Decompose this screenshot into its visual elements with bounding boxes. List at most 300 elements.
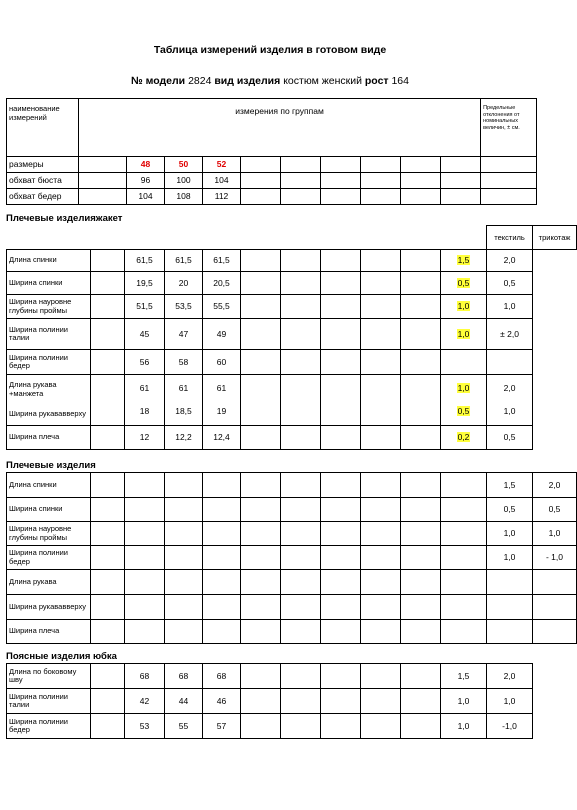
textile-value: 1,0: [487, 522, 533, 546]
knit-value: 2,0: [533, 473, 577, 498]
table-row: [7, 319, 577, 350]
table-cell: [481, 189, 537, 205]
table-cell: [321, 157, 361, 173]
table-cell: [401, 295, 441, 319]
size-value: 100: [165, 173, 203, 189]
table-cell: [281, 189, 321, 205]
textile-value: [441, 250, 487, 272]
size-value: 52: [203, 157, 241, 173]
table-cell: [401, 546, 441, 570]
row-label-1: Длина рукава +манжета: [9, 380, 57, 398]
table-row: [7, 498, 577, 522]
table-cell: [241, 272, 281, 295]
measurement-value: 68: [125, 664, 165, 689]
knit-value: [533, 570, 577, 595]
height-label: рост: [364, 75, 389, 87]
knit-value: - 1,0: [533, 546, 577, 570]
knit-value: 2,0: [487, 250, 533, 272]
table-cell: [91, 714, 125, 739]
measurement-value: 61,5: [125, 250, 165, 272]
table-cell: [165, 522, 203, 546]
table-row: [7, 595, 577, 620]
table-cell: [401, 522, 441, 546]
table-cell: [241, 473, 281, 498]
row-label: обхват бюста: [7, 173, 79, 189]
table-row: [7, 714, 577, 739]
table-cell: [401, 498, 441, 522]
table-cell: [321, 498, 361, 522]
table-cell: [281, 426, 321, 450]
table-cell: [241, 664, 281, 689]
model-label: № модели: [130, 75, 186, 87]
table-cell: [321, 272, 361, 295]
table-cell: [401, 570, 441, 595]
knit-value: 1,0: [533, 522, 577, 546]
measurement-value: 61,5: [165, 250, 203, 272]
table-cell: [91, 546, 125, 570]
table-cell: [401, 689, 441, 714]
table-cell: [281, 375, 321, 426]
table-row: [7, 272, 577, 295]
table-cell: [401, 473, 441, 498]
table-cell: [281, 664, 321, 689]
table-cell: [441, 620, 487, 644]
textile-value: [441, 350, 487, 375]
row-label: Ширина полинии талии: [7, 319, 91, 350]
table-cell: [441, 473, 487, 498]
knit-1: 2,0: [503, 383, 516, 393]
row-label: обхват бедер: [7, 189, 79, 205]
measurement-value: 55,5: [203, 295, 241, 319]
measurement-value: 42: [125, 689, 165, 714]
table-cell: [361, 570, 401, 595]
knit-value: [533, 620, 577, 644]
table-cell: [441, 189, 481, 205]
table-cell: [361, 664, 401, 689]
measurement-value: 61,5: [203, 250, 241, 272]
table-cell: [203, 522, 241, 546]
table-cell: [361, 157, 401, 173]
measurement-value: 20: [165, 272, 203, 295]
shoulder-section-title: Плечевые изделия: [6, 460, 96, 471]
table-cell: [203, 498, 241, 522]
col-knit-header: трикотаж: [533, 226, 577, 250]
table-cell: [241, 426, 281, 450]
table-cell: [281, 295, 321, 319]
knit-value: 0,5: [533, 498, 577, 522]
table-cell: [241, 350, 281, 375]
table-cell: [241, 173, 281, 189]
table-cell: [79, 157, 127, 173]
table-cell: [91, 498, 125, 522]
measurement-value: 58: [165, 350, 203, 375]
value-1: 61: [216, 383, 227, 393]
table-row: [7, 189, 537, 205]
table-cell: [321, 173, 361, 189]
highlighted-value: 0,5: [457, 406, 470, 416]
table-cell: [125, 546, 165, 570]
table-cell: [321, 570, 361, 595]
table-cell: [241, 689, 281, 714]
size-value: 104: [203, 173, 241, 189]
table-row: [7, 295, 577, 319]
table-cell: [281, 522, 321, 546]
size-value: 96: [127, 173, 165, 189]
measurement-value: 55: [165, 714, 203, 739]
table-cell: [281, 570, 321, 595]
highlighted-value: 1,5: [457, 255, 470, 265]
row-label: Ширина полинии талии: [7, 689, 91, 714]
row-label: Длина спинки: [7, 473, 91, 498]
textile-value: [441, 295, 487, 319]
jacket-table: [6, 225, 577, 450]
table-cell: [241, 250, 281, 272]
highlighted-value: 1,0: [457, 383, 470, 393]
model-number: 2824: [188, 75, 212, 87]
textile-value: 1,5: [441, 664, 487, 689]
table-cell: [241, 714, 281, 739]
measurement-value: 57: [203, 714, 241, 739]
table-row: [7, 664, 577, 689]
table-cell: [361, 522, 401, 546]
knit-value: ± 2,0: [487, 319, 533, 350]
table-cell: [321, 546, 361, 570]
table-cell: [401, 189, 441, 205]
table-cell: [481, 173, 537, 189]
size-value: 108: [165, 189, 203, 205]
row-label: Ширина науровне глубины проймы: [7, 295, 91, 319]
row-label: Ширина рукававверху: [7, 595, 91, 620]
measurement-value: 47: [165, 319, 203, 350]
table-cell: [441, 522, 487, 546]
table-cell: [361, 350, 401, 375]
table-cell: [401, 157, 441, 173]
table-cell: [361, 498, 401, 522]
table-cell: [321, 664, 361, 689]
row-label: Длина по боковому шву: [7, 664, 91, 689]
table-cell: [203, 595, 241, 620]
table-cell: [361, 375, 401, 426]
value-2: 19: [216, 406, 227, 416]
table-cell: [441, 570, 487, 595]
row-label: Ширина спинки: [7, 272, 91, 295]
skirt-table: [6, 663, 577, 739]
table-cell: [165, 595, 203, 620]
skirt-section-title: Поясные изделия юбка: [6, 651, 117, 662]
table-cell: [361, 295, 401, 319]
table-row: [7, 473, 577, 498]
col-textile-header: текстиль: [487, 226, 533, 250]
table-cell: [203, 570, 241, 595]
table-cell: [401, 664, 441, 689]
knit-value: 1,0: [487, 689, 533, 714]
table-cell: [321, 375, 361, 426]
table-cell: [401, 173, 441, 189]
table-cell: [125, 473, 165, 498]
row-label: Ширина науровне глубины проймы: [7, 522, 91, 546]
table-cell: [91, 350, 125, 375]
table-cell: [125, 620, 165, 644]
row-label: Ширина полинии бедер: [7, 546, 91, 570]
measurement-value: 49: [203, 319, 241, 350]
table-cell: [281, 620, 321, 644]
table-cell: [203, 620, 241, 644]
textile-value: [441, 426, 487, 450]
highlighted-value: 1,0: [457, 301, 470, 311]
table-cell: [125, 595, 165, 620]
table-row: [7, 250, 577, 272]
table-row: [7, 689, 577, 714]
table-cell: [203, 546, 241, 570]
textile-value: [441, 319, 487, 350]
textile-value: 1,5: [487, 473, 533, 498]
table-cell: [91, 473, 125, 498]
table-row: [7, 570, 577, 595]
jacket-section-title: Плечевые изделияжакет: [6, 213, 123, 224]
value-2: 18: [139, 406, 150, 416]
measurement-value: 46: [203, 689, 241, 714]
table-cell: [321, 189, 361, 205]
table-cell: [281, 319, 321, 350]
table-row: [7, 173, 537, 189]
table-cell: [361, 595, 401, 620]
table-cell: [361, 250, 401, 272]
table-cell: [165, 620, 203, 644]
value-1: 61: [178, 383, 189, 393]
table-cell: [321, 714, 361, 739]
textile-value: 0,5: [487, 498, 533, 522]
table-row: [7, 375, 577, 426]
kind-value: костюм женский: [283, 75, 362, 87]
knit-2: 1,0: [503, 406, 516, 416]
row-label: Ширина спинки: [7, 498, 91, 522]
table-cell: [241, 595, 281, 620]
knit-value: 0,5: [487, 272, 533, 295]
table-cell: [91, 595, 125, 620]
table-cell: [401, 272, 441, 295]
measurement-value: 60: [203, 350, 241, 375]
table-cell: [241, 620, 281, 644]
table-cell: [361, 546, 401, 570]
table-cell: [361, 272, 401, 295]
table-cell: [281, 473, 321, 498]
row-label: Ширина полинии бедер: [7, 714, 91, 739]
table-row: [7, 546, 577, 570]
table-row: [7, 522, 577, 546]
table-cell: [91, 426, 125, 450]
measurement-value: 19,5: [125, 272, 165, 295]
row-label: Длина рукава: [7, 570, 91, 595]
table-cell: [241, 498, 281, 522]
table-cell: [321, 620, 361, 644]
table-row: [7, 350, 577, 375]
table-row: [7, 620, 577, 644]
knit-value: 1,0: [487, 295, 533, 319]
table-cell: [321, 250, 361, 272]
table-cell: [441, 173, 481, 189]
knit-value: [533, 595, 577, 620]
table-cell: [321, 319, 361, 350]
table-cell: [165, 498, 203, 522]
measurement-value: 51,5: [125, 295, 165, 319]
table-cell: [441, 157, 481, 173]
table-cell: [401, 595, 441, 620]
measurement-value: 53: [125, 714, 165, 739]
table-cell: [91, 620, 125, 644]
table-cell: [361, 689, 401, 714]
table-cell: [79, 173, 127, 189]
table-cell: [361, 714, 401, 739]
table-cell: [361, 426, 401, 450]
highlighted-value: 0,2: [457, 432, 470, 442]
table-cell: [241, 295, 281, 319]
table-cell: [361, 620, 401, 644]
table-cell: [125, 522, 165, 546]
measurement-value: 20,5: [203, 272, 241, 295]
table-cell: [203, 473, 241, 498]
table-cell: [125, 570, 165, 595]
table-cell: [79, 189, 127, 205]
table-cell: [91, 664, 125, 689]
table-cell: [281, 250, 321, 272]
table-cell: [441, 498, 487, 522]
table-cell: [401, 620, 441, 644]
table-cell: [241, 522, 281, 546]
row-label: [7, 375, 91, 426]
table-cell: [241, 157, 281, 173]
table-cell: [165, 473, 203, 498]
size-value: 50: [165, 157, 203, 173]
shoulder-table: [6, 472, 577, 644]
table-cell: [281, 157, 321, 173]
measurement-value: 12,2: [165, 426, 203, 450]
measurement-value: 53,5: [165, 295, 203, 319]
table-cell: [281, 272, 321, 295]
table-cell: [321, 473, 361, 498]
table-cell: [281, 498, 321, 522]
textile-value: 1,0: [441, 689, 487, 714]
table-cell: [281, 595, 321, 620]
kind-label: вид изделия: [214, 75, 281, 87]
name-header: наименование измерений: [7, 99, 79, 157]
table-cell: [281, 173, 321, 189]
table-cell: [165, 546, 203, 570]
table-cell: [361, 173, 401, 189]
table-cell: [91, 319, 125, 350]
table-cell: [401, 375, 441, 426]
textile-value: 1,0: [487, 546, 533, 570]
deviation-header: Предельные отклонения от номинальных величин, ± см.: [481, 99, 537, 157]
textile-value: [487, 620, 533, 644]
table-cell: [281, 546, 321, 570]
table-cell: [441, 546, 487, 570]
measurement-value: 68: [165, 664, 203, 689]
table-cell: [321, 522, 361, 546]
table-cell: [281, 350, 321, 375]
table-cell: [401, 250, 441, 272]
table-cell: [91, 375, 125, 426]
groups-header: измерения по группам: [79, 99, 481, 157]
size-value: 112: [203, 189, 241, 205]
table-cell: [91, 250, 125, 272]
table-cell: [361, 319, 401, 350]
model-line: [0, 75, 540, 87]
table-cell: [401, 350, 441, 375]
table-cell: [241, 189, 281, 205]
table-cell: [165, 570, 203, 595]
table-cell: [281, 689, 321, 714]
highlighted-value: 1,0: [457, 328, 470, 339]
table-row: [7, 157, 537, 173]
measurement-value: [165, 375, 203, 426]
value-2: 18,5: [175, 406, 192, 416]
table-cell: [401, 714, 441, 739]
table-cell: [321, 350, 361, 375]
measurement-value: [203, 375, 241, 426]
textile-value: [441, 375, 487, 426]
knit-value: 2,0: [487, 664, 533, 689]
value-1: 61: [139, 383, 150, 393]
knit-value: 0,5: [487, 426, 533, 450]
row-label: Ширина полинии бедер: [7, 350, 91, 375]
table-cell: [281, 714, 321, 739]
knit-value: [487, 350, 533, 375]
table-cell: [321, 595, 361, 620]
table-cell: [91, 295, 125, 319]
row-label: размеры: [7, 157, 79, 173]
measurement-value: 44: [165, 689, 203, 714]
textile-value: [487, 595, 533, 620]
table-cell: [321, 295, 361, 319]
table-cell: [125, 498, 165, 522]
table-cell: [321, 426, 361, 450]
row-label: Ширина плеча: [7, 620, 91, 644]
textile-value: [441, 272, 487, 295]
row-label: Ширина плеча: [7, 426, 91, 450]
table-cell: [241, 570, 281, 595]
table-cell: [91, 272, 125, 295]
height-value: 164: [391, 75, 409, 87]
row-label: Длина спинки: [7, 250, 91, 272]
measurement-value: 56: [125, 350, 165, 375]
size-value: 48: [127, 157, 165, 173]
table-cell: [361, 473, 401, 498]
table-cell: [91, 689, 125, 714]
size-value: 104: [127, 189, 165, 205]
measurement-value: [125, 375, 165, 426]
table-cell: [241, 546, 281, 570]
table-cell: [91, 570, 125, 595]
table-cell: [241, 319, 281, 350]
row-label-2: Ширина рукававверху: [9, 409, 86, 419]
knit-value: [487, 375, 533, 426]
table-cell: [361, 189, 401, 205]
table-row: [7, 426, 577, 450]
table-cell: [401, 319, 441, 350]
table-cell: [401, 426, 441, 450]
table-cell: [481, 157, 537, 173]
table-cell: [321, 689, 361, 714]
measurement-value: 12: [125, 426, 165, 450]
table-cell: [91, 522, 125, 546]
textile-value: [487, 570, 533, 595]
highlighted-value: 0,5: [457, 277, 470, 288]
measurement-value: 68: [203, 664, 241, 689]
page-title: Таблица измерений изделия в готовом виде: [153, 44, 387, 56]
table-cell: [241, 375, 281, 426]
knit-value: -1,0: [487, 714, 533, 739]
measurement-value: 12,4: [203, 426, 241, 450]
